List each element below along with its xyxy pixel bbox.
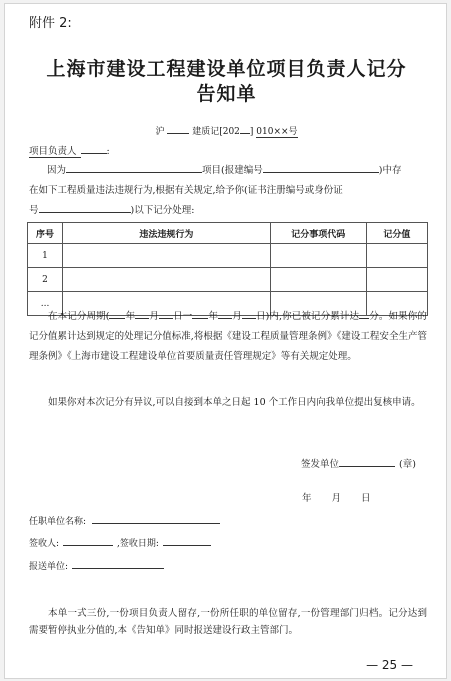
cell-score (366, 268, 427, 292)
submit-unit-label: 报送单位: (29, 562, 69, 572)
p1-blank-d2 (242, 318, 256, 319)
table-header-row (28, 223, 428, 244)
header-score: 记分值 (366, 223, 427, 244)
intro-line-2: 在如下工程质量违法违规行为,根据有关规定,给予你(证书注册编号或身份证 (29, 185, 343, 196)
issue-date (302, 490, 371, 504)
table-row (28, 244, 428, 268)
cell-index: 1 (28, 244, 63, 268)
violation-blank (66, 172, 202, 173)
employer-blank (92, 523, 220, 524)
recipient-colon: : (106, 146, 110, 157)
document-number (5, 124, 448, 138)
intro-line-3 (29, 202, 194, 216)
doc-blank-1 (167, 133, 189, 134)
footnote-text: 本单一式三份,一份项目负责人留存,一份所任职的单位留存,一份管理部门归档。记分达到需要暂停执业分值的,本《告知单》同时报送建设行政主管部门。 (29, 608, 427, 636)
signer-blank (63, 545, 113, 546)
title-line-2: 告知单 (196, 83, 257, 105)
paragraph-score-period (29, 307, 427, 367)
appeal-text: 如果你对本次记分有异议,可以自接到本单之日起 10 个工作日内向我单位提出复核申请。 (48, 397, 421, 408)
p1-d1: 日一 (172, 311, 193, 322)
issuer-label: 签发单位 (301, 459, 340, 470)
submit-unit-blank (72, 568, 164, 569)
cell-index: 2 (28, 268, 63, 292)
p1-blank-d1 (159, 318, 173, 319)
p1-blank-y1 (109, 318, 125, 319)
footnote (29, 605, 427, 639)
submit-unit-field (29, 559, 164, 572)
recipient-line (29, 143, 110, 158)
recipient-label: 项目负责人 (29, 143, 81, 158)
header-violation: 违法违规行为 (63, 223, 271, 244)
p1-m1: 月 (149, 311, 159, 322)
header-code: 记分事项代码 (270, 223, 366, 244)
signer-label: 签收人: (29, 539, 60, 549)
intro-because: 因为 (47, 165, 67, 176)
page-number: — 25 — (366, 658, 413, 672)
cell-violation (63, 268, 271, 292)
project-number-blank (263, 172, 379, 173)
issuer-line (301, 456, 416, 470)
sign-date-blank (163, 545, 211, 546)
cell-index: ... (28, 292, 63, 316)
doc-bracket: ] (249, 127, 254, 137)
sign-date-label: ,签收日期: (117, 539, 159, 549)
intro-project: 项目(报建编号 (202, 165, 263, 176)
p1-a: 在本记分周期( (48, 311, 110, 322)
intro-close: )中存 (378, 165, 402, 176)
p1-blank-total (359, 318, 369, 319)
cell-score (366, 244, 427, 268)
issue-year: 年 (302, 493, 312, 504)
id-blank (39, 212, 131, 213)
intro-line-1 (47, 162, 401, 176)
issuer-seal: (章) (399, 459, 416, 470)
doc-prefix: 沪 (155, 127, 165, 137)
signer-field (29, 536, 211, 549)
p1-blank-y2 (192, 318, 208, 319)
issue-day: 日 (361, 493, 371, 504)
employer-label: 任职单位名称: (29, 517, 87, 527)
recipient-blank (81, 153, 107, 154)
table-row (28, 268, 428, 292)
paragraph-appeal (29, 393, 427, 413)
p1-b: 分。如果你的记分值累计达到规定的处理记分值标准,将根据《建设工程质量管理条例》《建设工程安全生产管理条例》《上海市建设工程建设单位首要质量责任管理规定》等有关规定处理。 (29, 311, 427, 362)
title-line-1: 上海市建设工程建设单位项目负责人记分 (46, 58, 407, 80)
issuer-blank (339, 466, 395, 467)
p1-y2: 年 (208, 311, 219, 322)
employer-field (29, 514, 220, 527)
doc-middle: 建质记[202 (192, 127, 240, 137)
cell-code (270, 244, 366, 268)
doc-blank-2 (240, 133, 250, 134)
score-table (27, 222, 428, 316)
doc-serial: 010××号 (256, 124, 297, 138)
p1-y1: 年 (125, 311, 136, 322)
document-page (4, 3, 447, 679)
p1-d2: 日)内,你已被记分累计达 (255, 311, 360, 322)
p1-blank-m1 (135, 318, 149, 319)
cell-violation (63, 244, 271, 268)
issue-month: 月 (331, 493, 342, 504)
p1-m2: 月 (232, 311, 242, 322)
header-index: 序号 (28, 223, 63, 244)
annex-label: 附件 2: (29, 16, 72, 31)
intro-end: )以下记分处理: (130, 205, 195, 216)
id-label: 号 (29, 205, 39, 216)
p1-blank-m2 (218, 318, 232, 319)
cell-code (270, 268, 366, 292)
